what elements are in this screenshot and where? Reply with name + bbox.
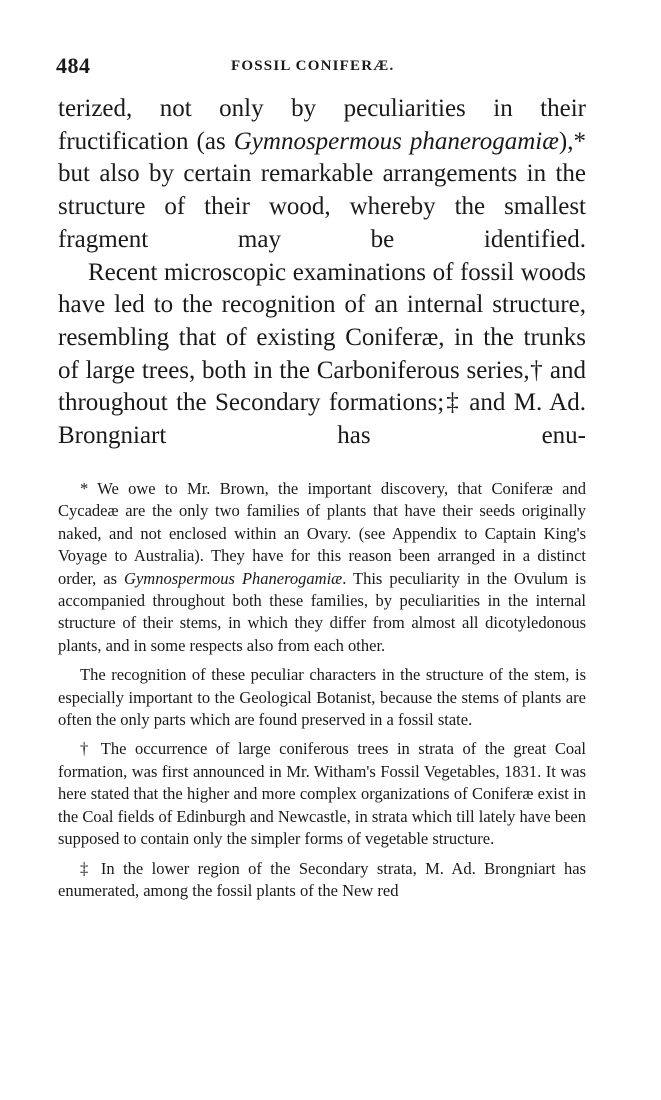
paragraph-continuation: terized, not only by peculiarities in their fructification (as Gymnospermous phanerogamiæ),* but also by certain remarkable arrangements in the structure of their wood, whereby the smallest fragment may be identified. bbox=[58, 95, 586, 253]
footnote-star-continued: The recognition of these peculiar characters in the structure of the stem, is especially important to the Geological Botanist, because the stems of plants are often the only parts which are found preserved in a fossil state. bbox=[58, 665, 586, 730]
body-text bbox=[58, 93, 586, 453]
footnote-star: * We owe to Mr. Brown, the important discovery, that Coniferæ and Cycadeæ are the only two families of plants that have their seeds originally naked, and not enclosed within an Ovary. (see Appendix to Captain King's Voyage to Australia). They have for this reason been arranged in a distinct order, as Gymnospermous Phanerogamiæ. This peculiarity in the Ovulum is accompanied throughout both these families, by peculiarities in the internal structure of their stems, in which they differ from almost all dicotyledonous plants, and in some respects also from each other. bbox=[58, 479, 587, 655]
footnote-dagger: † The occurrence of large coniferous trees in strata of the great Coal formation, was first announced in Mr. Witham's Fossil Vegetables, 1831. It was here stated that the higher and more complex organizations of Coniferæ exist in the Coal fields of Edinburgh and Newcastle, in strata which till lately have been supposed to contain only the simpler forms of vegetable structure. bbox=[58, 739, 586, 849]
italic-term: Gymnospermous Phanerogamiæ bbox=[124, 568, 343, 588]
page-number: 484 bbox=[56, 53, 91, 78]
footnote-double-dagger: ‡ In the lower region of the Secondary strata, M. Ad. Brongniart has enumerated, among the fossil plants of the New red bbox=[58, 858, 586, 900]
page-header bbox=[56, 53, 586, 83]
running-title: FOSSIL CONIFERÆ. bbox=[231, 58, 395, 74]
italic-term: Gymnospermous phanerogamiæ bbox=[233, 127, 559, 155]
footnotes bbox=[58, 478, 586, 902]
paragraph-recent-examinations: Recent microscopic examinations of fossil woods have led to the recognition of an internal structure, resembling that of existing Coniferæ, in the trunks of large trees, both in the Carboniferous series,† and throughout the Secondary formations;‡ and M. Ad. Brongniart has enu- bbox=[58, 258, 586, 450]
